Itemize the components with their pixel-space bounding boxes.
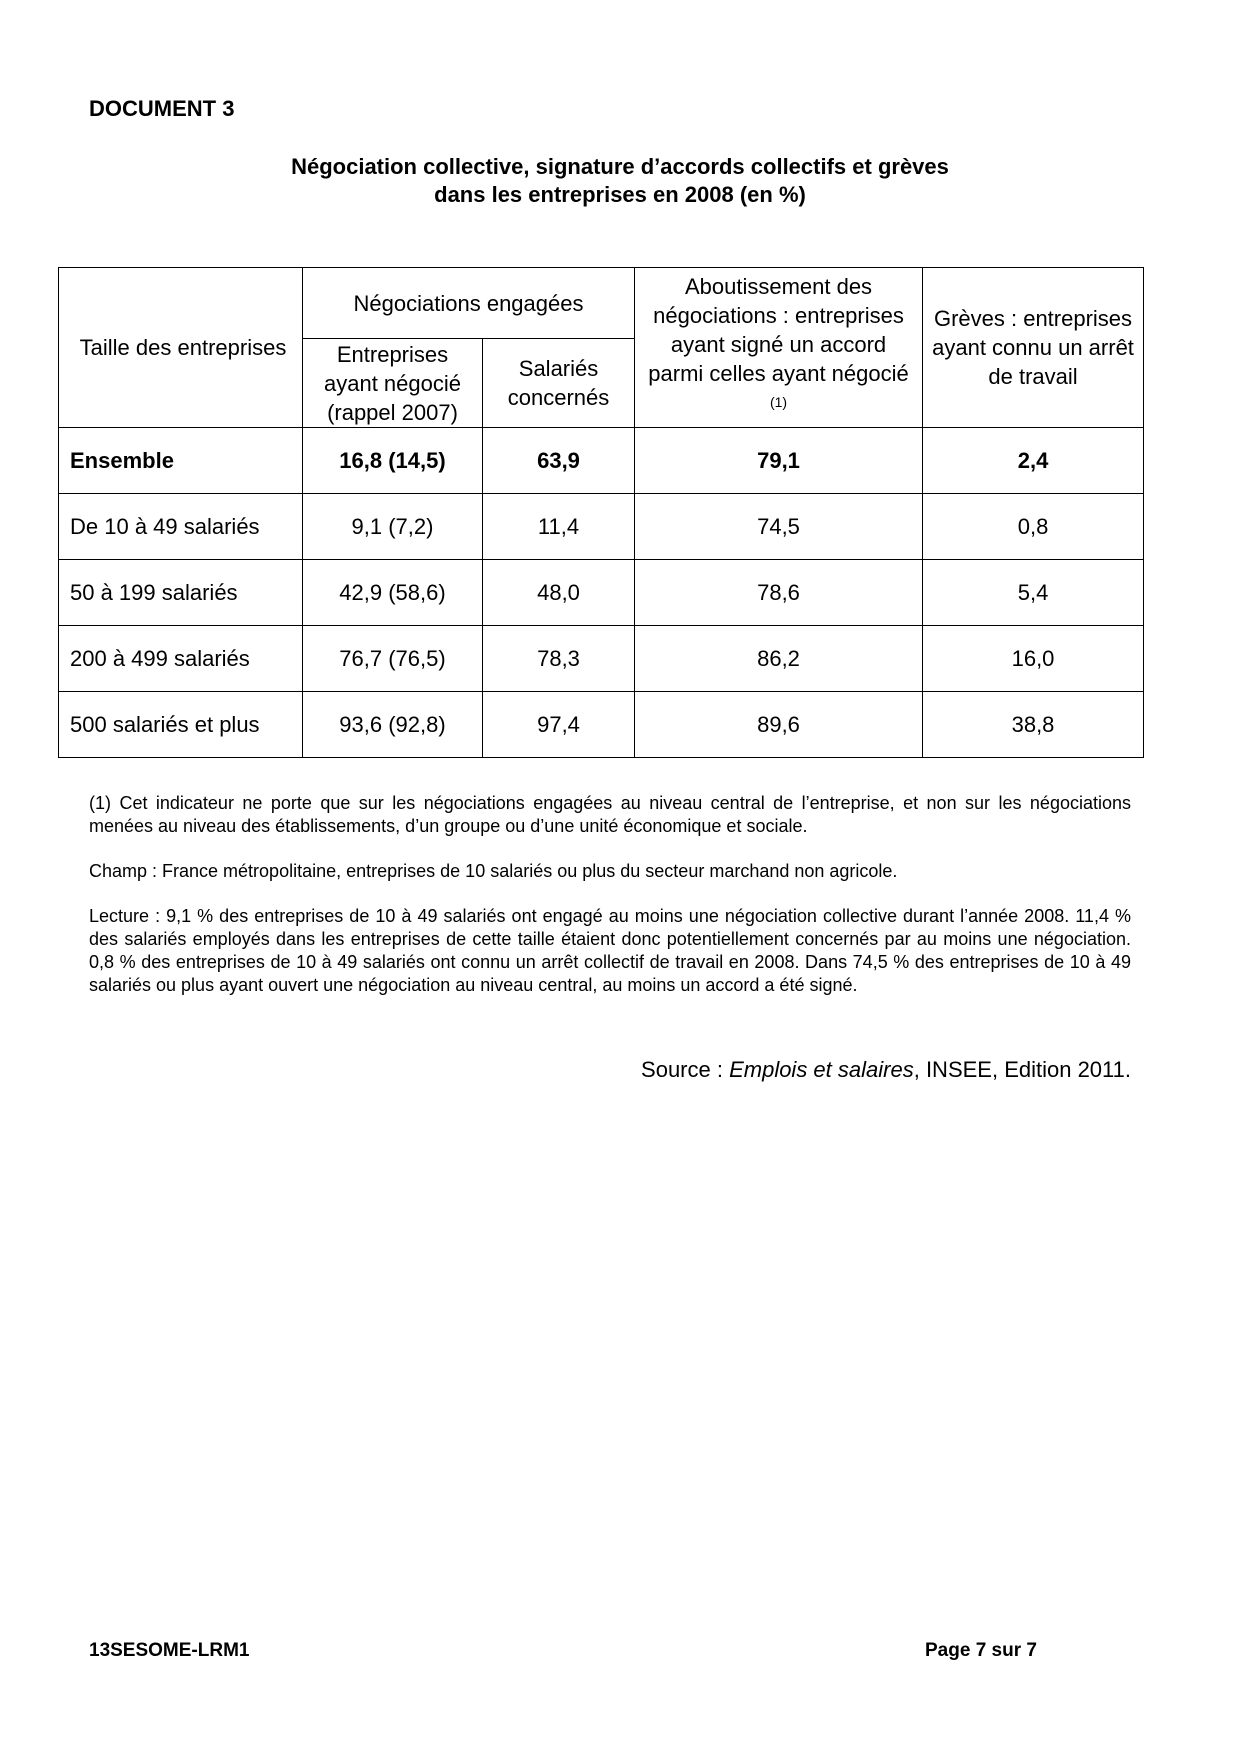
footnote-marker: (1) <box>769 394 788 411</box>
table-row <box>59 560 1144 626</box>
header-strikes: Grèves : entreprises ayant connu un arrêt de travail <box>923 268 1144 428</box>
cell-negotiated: 42,9 (58,6) <box>303 560 483 626</box>
cell-negotiated: 9,1 (7,2) <box>303 494 483 560</box>
cell-strikes: 16,0 <box>923 626 1144 692</box>
cell-employees: 11,4 <box>483 494 635 560</box>
title-line-2: dans les entreprises en 2008 (en %) <box>434 182 806 207</box>
header-negotiated-companies: Entreprises ayant négocié (rappel 2007) <box>303 339 483 428</box>
cell-strikes: 0,8 <box>923 494 1144 560</box>
header-outcome <box>635 268 923 428</box>
row-label: 200 à 499 salariés <box>59 626 303 692</box>
footer-page-number: Page 7 sur 7 <box>925 1640 1037 1661</box>
cell-employees: 78,3 <box>483 626 635 692</box>
cell-negotiated: 76,7 (76,5) <box>303 626 483 692</box>
reading-text: Lecture : 9,1 % des entreprises de 10 à 49 salariés ont engagé au moins une négociation collective durant l’année 2008. 11,4 % des salariés employés dans les entreprises de cette taille étaient donc potentiellement concernés par au moins une négociation. 0,8 % des entreprises de 10 à 49 salariés ont connu un arrêt collectif de travail en 2008. Dans 74,5 % des entreprises de 10 à 49 salariés ou plus ayant ouvert une négociation au niveau central, au moins un accord a été signé. <box>89 906 1131 995</box>
table-row <box>59 626 1144 692</box>
table-row <box>59 428 1144 494</box>
cell-strikes: 5,4 <box>923 560 1144 626</box>
footnote-text: (1) Cet indicateur ne porte que sur les négociations engagées au niveau central de l’entreprise, et non sur les négociations menées au niveau des établissements, d’un groupe ou d’une unité économique et sociale. <box>89 793 1131 836</box>
cell-negotiated: 93,6 (92,8) <box>303 692 483 758</box>
notes-section <box>89 792 1131 1019</box>
cell-outcome: 74,5 <box>635 494 923 560</box>
source-line <box>641 1057 1131 1083</box>
header-negotiations-group: Négociations engagées <box>303 268 635 339</box>
cell-employees: 97,4 <box>483 692 635 758</box>
source-work: Emplois et salaires <box>729 1057 914 1082</box>
header-outcome-text: Aboutissement des négociations : entreprises ayant signé un accord parmi celles ayant négocié <box>648 274 909 387</box>
table-row <box>59 692 1144 758</box>
cell-outcome: 89,6 <box>635 692 923 758</box>
cell-outcome: 79,1 <box>635 428 923 494</box>
cell-employees: 63,9 <box>483 428 635 494</box>
title-line-1: Négociation collective, signature d’accords collectifs et grèves <box>291 154 949 179</box>
row-label: 500 salariés et plus <box>59 692 303 758</box>
row-label: Ensemble <box>59 428 303 494</box>
document-title <box>0 153 1240 209</box>
row-label: 50 à 199 salariés <box>59 560 303 626</box>
cell-outcome: 78,6 <box>635 560 923 626</box>
document-label: DOCUMENT 3 <box>89 96 235 121</box>
cell-strikes: 38,8 <box>923 692 1144 758</box>
cell-negotiated: 16,8 (14,5) <box>303 428 483 494</box>
cell-outcome: 86,2 <box>635 626 923 692</box>
source-suffix: , INSEE, Edition 2011. <box>913 1057 1131 1082</box>
header-employees-concerned: Salariés concernés <box>483 339 635 428</box>
cell-employees: 48,0 <box>483 560 635 626</box>
header-size: Taille des entreprises <box>59 268 303 428</box>
scope-text: Champ : France métropolitaine, entreprises de 10 salariés ou plus du secteur marchand non agricole. <box>89 861 898 881</box>
table-row <box>59 494 1144 560</box>
source-prefix: Source : <box>641 1057 730 1082</box>
cell-strikes: 2,4 <box>923 428 1144 494</box>
row-label: De 10 à 49 salariés <box>59 494 303 560</box>
footer-code: 13SESOME-LRM1 <box>89 1640 250 1661</box>
negotiation-table <box>58 267 1144 758</box>
